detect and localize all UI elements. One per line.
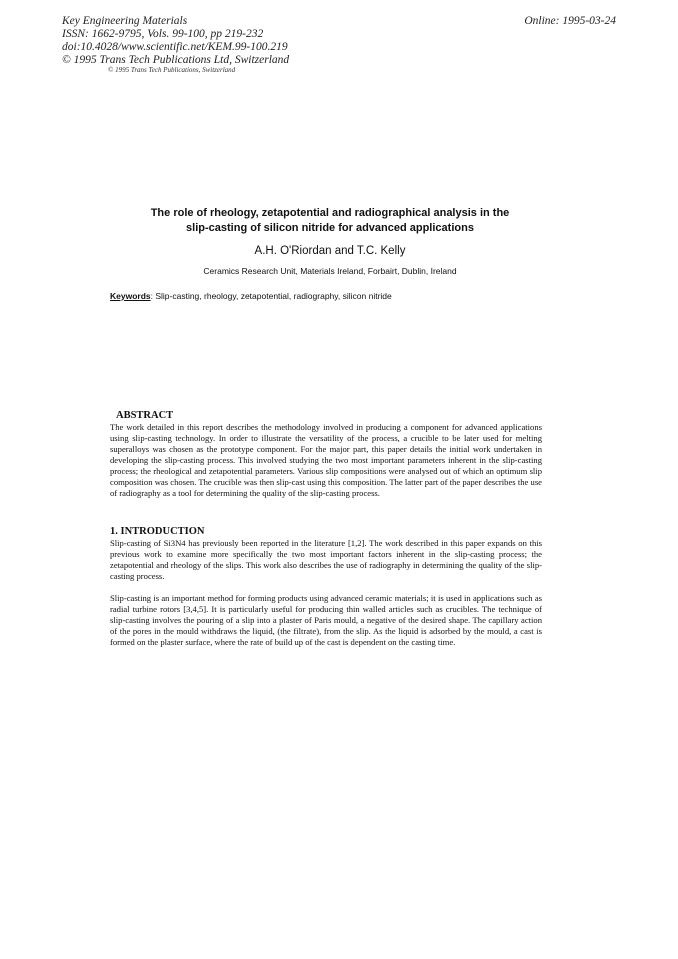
- online-date: Online: 1995-03-24: [524, 15, 616, 27]
- abstract-section: [110, 410, 542, 499]
- abstract-text: The work detailed in this report describes the methodology involved in producing a component for advanced applications using slip-casting technology. In order to illustrate the versatility of the process, a crucible to be later used for melting superalloys was chosen as the prototype component. For the major part, this paper details the initial work undertaken in developing the slip-casting process. This involved studying the two most important parameters inherent in the slip-casting process; the rheological and zetapotential parameters. Various slip compositions were analysed out of which an optimum slip composition was chosen. The crucible was then slip-cast using this composition. The latter part of the paper describes the use of radiography as a tool for determining the quality of the slip-casting process.: [110, 422, 542, 498]
- keywords-label: Keywords: [110, 291, 151, 301]
- keywords: [110, 291, 392, 301]
- paper-title: [110, 206, 550, 236]
- introduction-heading: 1. INTRODUCTION: [110, 526, 205, 537]
- doi-link[interactable]: doi:10.4028/www.scientific.net/KEM.99-100.219: [62, 41, 288, 53]
- title-line-2: slip-casting of silicon nitride for advanced applications: [186, 222, 474, 234]
- authors: A.H. O'Riordan and T.C. Kelly: [254, 245, 406, 257]
- keywords-list: : Slip-casting, rheology, zetapotential, radiography, silicon nitride: [150, 291, 392, 301]
- affiliation: Ceramics Research Unit, Materials Ireland, Forbairt, Dublin, Ireland: [203, 266, 457, 276]
- introduction-paragraph-1: Slip-casting of Si3N4 has previously been reported in the literature [1,2]. The work described in this paper expands on this previous work to examine more specifically the two most important factors inherent in the slip-casting process; the zetapotential and rheology of the slips. This work also describes the use of radiography in determining the quality of the slip-casting process.: [110, 538, 542, 581]
- issn-line: ISSN: 1662-9795, Vols. 99-100, pp 219-232: [62, 28, 264, 40]
- introduction-section: [110, 526, 542, 648]
- journal-name: Key Engineering Materials: [62, 15, 188, 27]
- copyright-stamp: © 1995 Trans Tech Publications, Switzerland: [108, 66, 236, 74]
- copyright-line: © 1995 Trans Tech Publications Ltd, Switzerland: [62, 54, 290, 66]
- abstract-heading: ABSTRACT: [116, 410, 174, 421]
- journal-header: [62, 15, 289, 67]
- title-line-1: The role of rheology, zetapotential and radiographical analysis in the: [150, 207, 510, 219]
- introduction-paragraph-2: Slip-casting is an important method for forming products using advanced ceramic materials; it is used in applications such as radial turbine rotors [3,4,5]. It is particularly useful for producing thin walled articles such as crucibles. The technique of slip-casting involves the pouring of a slip into a plaster of Paris mould, a negative of the desired shape. The capillary action of the pores in the mould withdraws the liquid, (the filtrate), from the slip. As the liquid is adsorbed by the mould, a cast is formed on the plaster surface, where the rate of build up of the cast is dependent on the casting time.: [110, 593, 542, 647]
